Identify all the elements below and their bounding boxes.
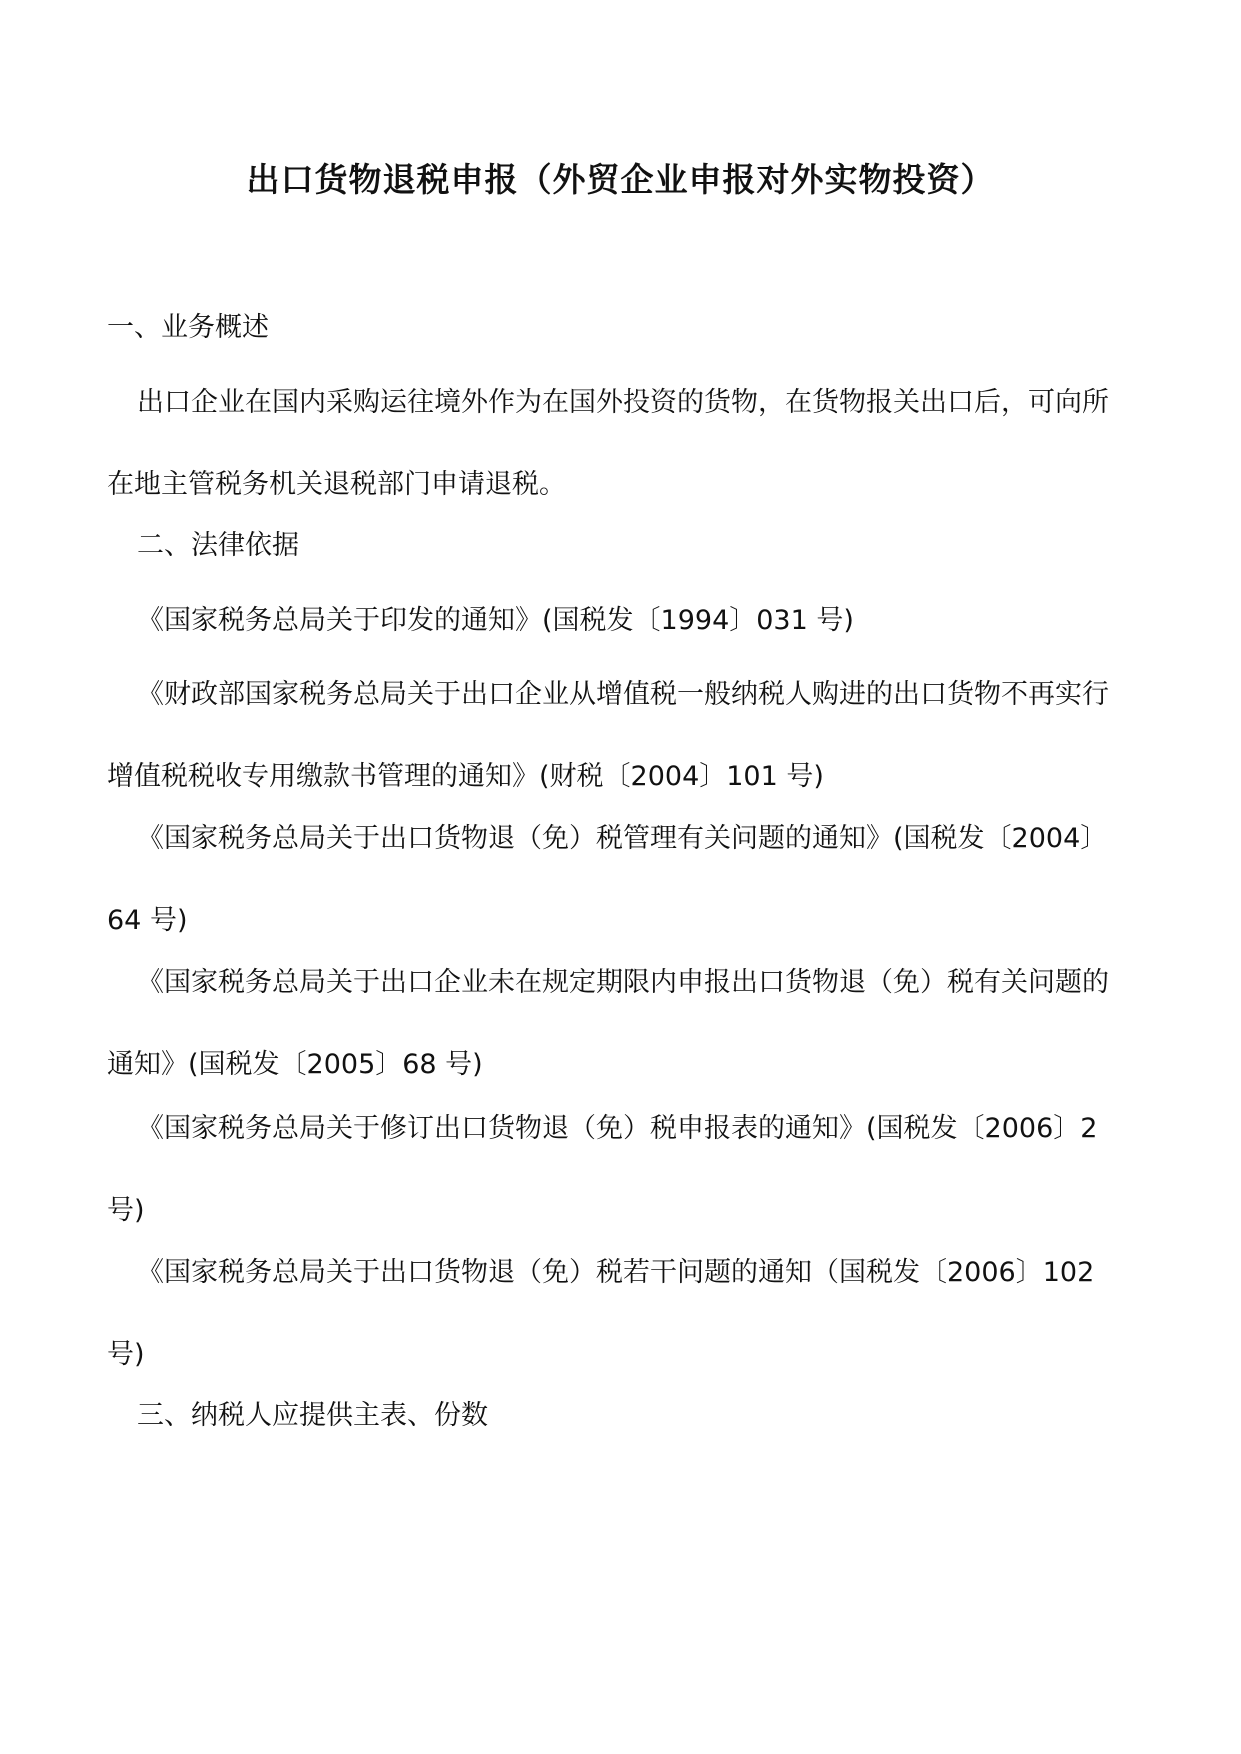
section-heading-overview: 一、业务概述 <box>107 312 269 343</box>
legal-reference-item: 《财政部国家税务总局关于出口企业从增值税一般纳税人购进的出口货物不再实行增值税税收专用缴款书管理的通知》(财税〔2004〕101 号) <box>107 679 1109 792</box>
section-heading-required-forms: 三、纳税人应提供主表、份数 <box>137 1400 488 1431</box>
section-heading-legal-basis: 二、法律依据 <box>137 530 299 561</box>
legal-reference-item: 《国家税务总局关于出口货物退（免）税管理有关问题的通知》(国税发〔2004〕64 号) <box>107 823 1108 936</box>
legal-reference-item: 《国家税务总局关于出口货物退（免）税若干问题的通知（国税发〔2006〕102 号) <box>107 1257 1095 1370</box>
legal-reference-item: 《国家税务总局关于印发的通知》(国税发〔1994〕031 号) <box>137 605 854 636</box>
legal-reference-item: 《国家税务总局关于出口企业未在规定期限内申报出口货物退（免）税有关问题的通知》(国税发〔2005〕68 号) <box>107 967 1109 1080</box>
paragraph-overview: 出口企业在国内采购运往境外作为在国外投资的货物，在货物报关出口后，可向所在地主管税务机关退税部门申请退税。 <box>107 387 1109 500</box>
legal-reference-item: 《国家税务总局关于修订出口货物退（免）税申报表的通知》(国税发〔2006〕2 号) <box>107 1113 1098 1226</box>
document-title: 出口货物退税申报（外贸企业申报对外实物投资） <box>246 160 995 199</box>
